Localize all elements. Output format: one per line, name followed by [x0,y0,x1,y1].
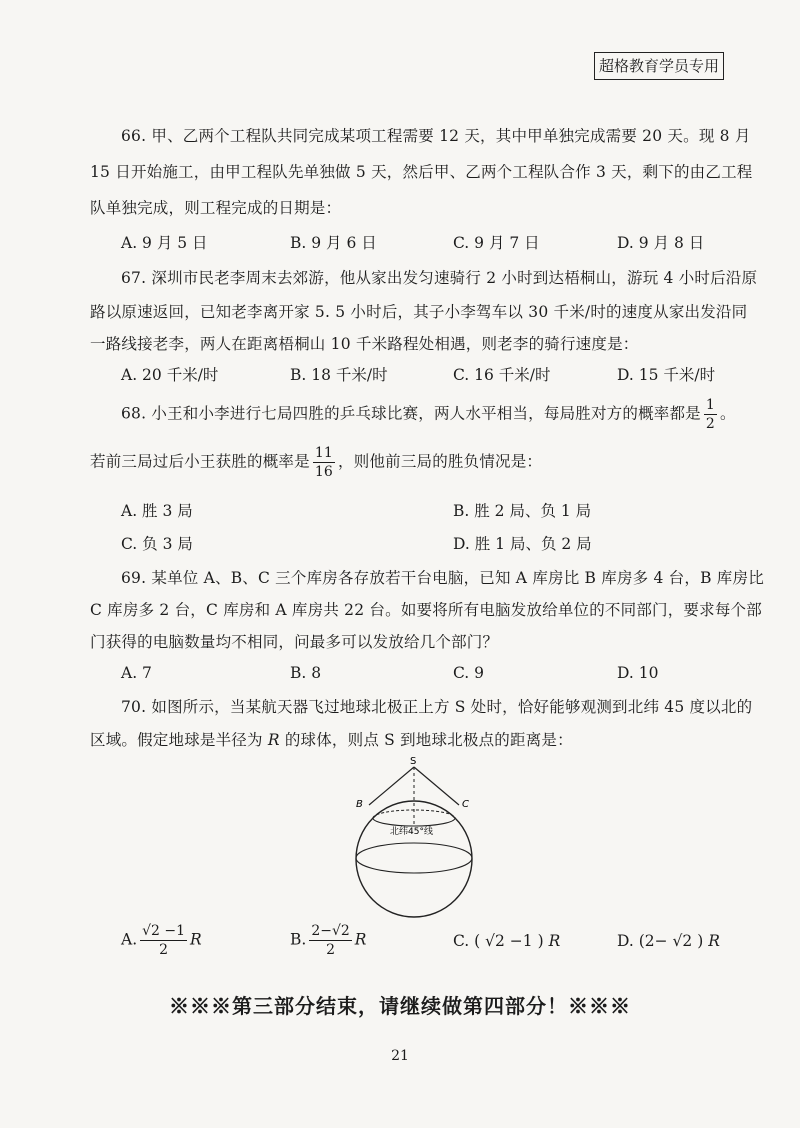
q69-option-d: D. 10 [617,664,659,682]
q68-line-2-end: ，则他前三局的胜负情况是： [338,452,543,471]
q66-option-b: B. 9 月 6 日 [290,234,377,252]
q68-frac2-den: 16 [314,464,334,480]
equator-ellipse [356,843,472,873]
q69-line-1: 69. 某单位 A、B、C 三个库房各存放若干台电脑，已知 A 库房比 B 库房多 4 台，B 库房比 [121,569,764,587]
q70-line-2 [90,728,573,750]
label-c: C [462,799,469,810]
label-s: S [410,756,417,767]
q70-option-a-num: √2 −1 [142,923,186,939]
label-latitude: 北纬45°线 [390,827,433,837]
q70-option-a-fraction [140,924,187,957]
q70-line-1: 70. 如图所示，当某航天器飞过地球北极正上方 S 处时，恰好能够观测到北纬 45 度以北的 [121,698,753,716]
q68-fraction-half [704,398,717,431]
q70-option-b-r: R [354,930,367,949]
q66-line-3: 队单独完成，则工程完成的日期是： [90,199,342,217]
q67-option-a: A. 20 千米/时 [121,366,219,384]
q69-option-c: C. 9 [453,664,485,682]
q68-frac1-den: 2 [705,416,715,432]
q70-option-d-r: R [708,932,720,950]
q67-option-c: C. 16 千米/时 [453,366,551,384]
label-b: B [356,799,363,810]
q68-line-1-text: 68. 小王和小李进行七局四胜的乒乓球比赛，两人水平相当，每局胜对方的概率都是 [121,404,701,423]
q70-option-a-den: 2 [159,942,169,958]
q70-option-a-r: R [190,930,202,949]
q68-line-1-end: 。 [720,404,736,423]
q68-fraction-11-16 [313,446,335,479]
header-badge: 超格教育学员专用 [594,52,724,80]
q68-frac1-num: 1 [705,397,715,413]
q70-option-b-num: 2−√2 [311,923,350,939]
q69-line-3: 门获得的电脑数量均不相同，问最多可以发放给几个部门？ [90,633,499,651]
q70-option-a [121,924,202,957]
q67-option-d: D. 15 千米/时 [617,366,716,384]
tangent-line-c [414,767,459,805]
q68-option-c: C. 负 3 局 [121,535,193,553]
q70-option-b-prefix: B. [290,930,307,949]
q70-line-2a: 区域。假定地球是半径为 [90,731,268,749]
q66-line-1: 66. 甲、乙两个工程队共同完成某项工程需要 12 天，其中甲单独完成需要 20 天。现 8 月 [121,127,751,145]
q68-line-2-text: 若前三局过后小王获胜的概率是 [90,452,310,471]
q68-frac2-num: 11 [314,445,334,461]
q66-line-2: 15 日开始施工，由甲工程队先单独做 5 天，然后甲、乙两个工程队合作 3 天，剩下的由乙工程 [90,163,753,181]
q66-option-c: C. 9 月 7 日 [453,234,540,252]
q68-line-1 [121,398,736,431]
q70-option-b-fraction [309,924,351,957]
q69-line-2: C 库房多 2 台，C 库房和 A 库房共 22 台。如要将所有电脑发放给单位的不同部门，要求每个部 [90,601,762,619]
q70-option-c-r: R [548,932,561,950]
q68-option-a: A. 胜 3 局 [121,502,193,520]
q68-line-2 [90,446,542,479]
q68-option-b: B. 胜 2 局、负 1 局 [453,502,592,520]
q70-option-b-den: 2 [326,942,336,958]
q67-line-2: 路以原速返回，已知老李离开家 5. 5 小时后，其子小李驾车以 30 千米/时的速度从家出发沿同 [90,303,748,321]
section-end-notice: ※※※第三部分结束，请继续做第四部分！※※※ [169,994,631,1018]
q67-option-b: B. 18 千米/时 [290,366,388,384]
q67-line-1: 67. 深圳市民老李周末去郊游，他从家出发匀速骑行 2 小时到达梧桐山，游玩 4 小时后沿原 [121,269,758,287]
q70-option-a-prefix: A. [121,930,138,949]
tangent-line-b [369,767,414,805]
q68-option-d: D. 胜 1 局、负 2 局 [453,535,592,553]
q70-option-c [453,932,560,950]
q70-option-b [290,924,366,957]
q66-option-d: D. 9 月 8 日 [617,234,705,252]
q70-option-d [617,932,720,950]
q70-line-2b: 的球体，则点 S 到地球北极点的距离是： [279,731,573,749]
q70-option-d-text: D. (2− √2 ) [617,932,704,950]
earth-figure [340,755,490,935]
q69-option-b: B. 8 [290,664,322,682]
page-number: 21 [391,1048,409,1064]
q70-option-c-text: C. ( √2 −1 ) [453,932,544,950]
q67-line-3: 一路线接老李，两人在距离梧桐山 10 千米路程处相遇，则老李的骑行速度是： [90,335,639,353]
q69-option-a: A. 7 [121,664,152,682]
q70-radius-symbol: R [267,731,280,749]
q66-option-a: A. 9 月 5 日 [121,234,208,252]
